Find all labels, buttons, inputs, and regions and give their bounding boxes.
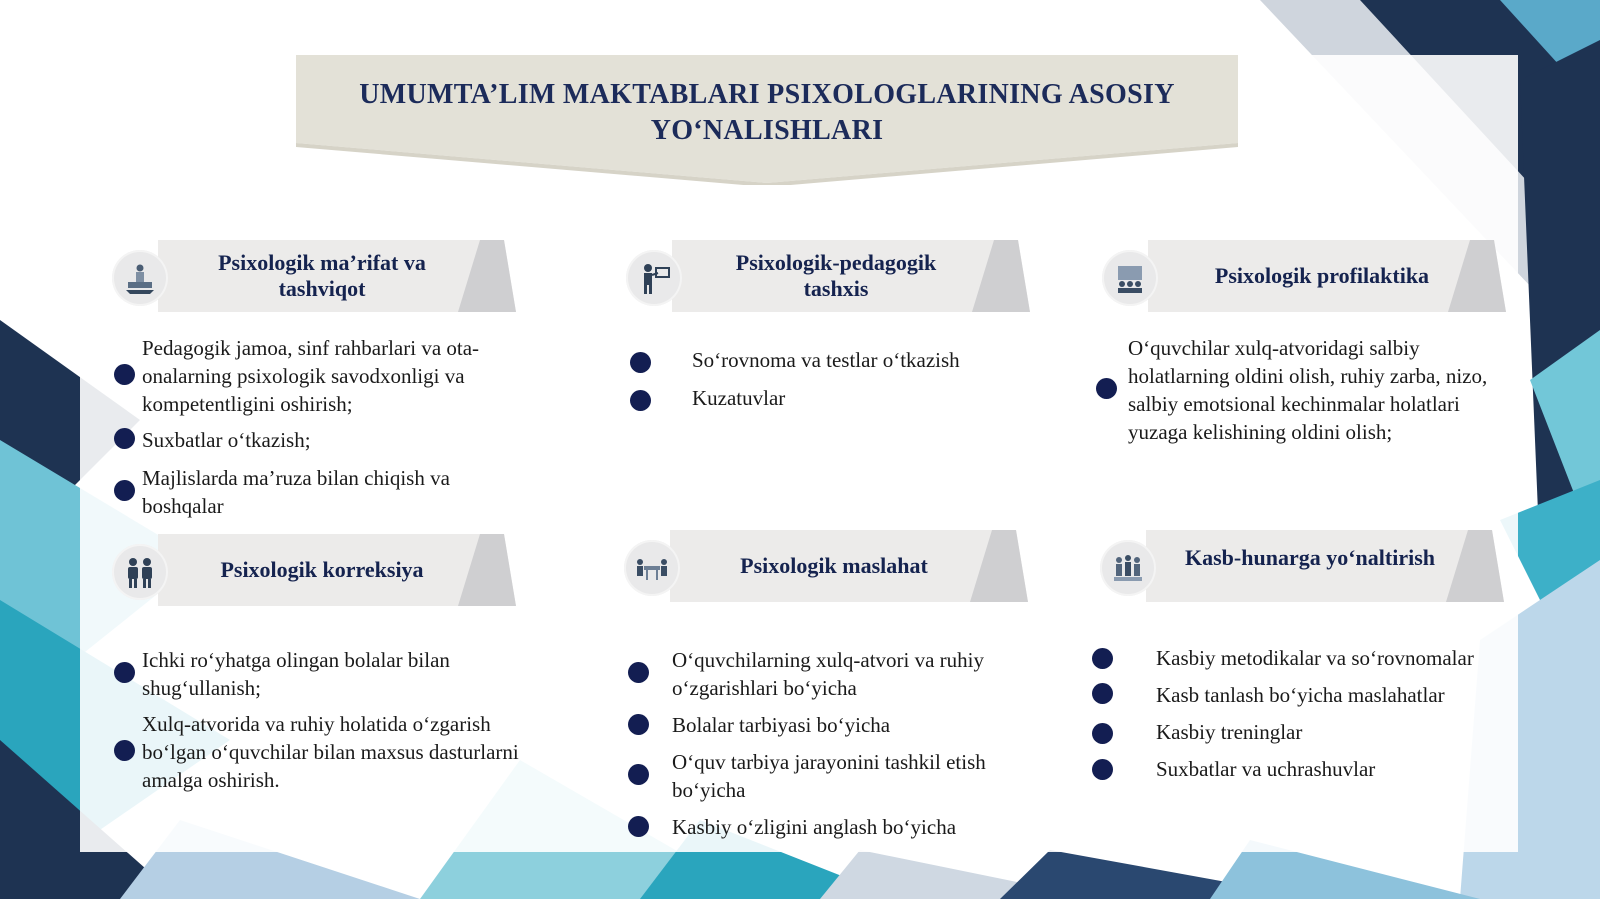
bullet-icon [630, 390, 651, 411]
section-header [626, 236, 1030, 316]
list-item: Kasbiy treninglar [1156, 718, 1536, 746]
list-item: Kasbiy metodikalar va so‘rovnomalar [1156, 644, 1536, 672]
list-item: Ichki ro‘yhatga olingan bolalar bilan shug‘ullanish; [142, 646, 542, 702]
section-title: Psixologik ma’rifat va tashviqot [218, 250, 426, 301]
bullet-icon [628, 764, 649, 785]
page-title: UMUMTA’LIM MAKTABLARI PSIXOLOGLARINING ASOSIY YO‘NALISHLARI [359, 79, 1175, 146]
list-item: So‘rovnoma va testlar o‘tkazish [692, 346, 1052, 374]
bullet-icon [1096, 378, 1117, 399]
bullet-icon [114, 428, 135, 449]
section-title: Kasb-hunarga yo‘naltirish [1185, 545, 1435, 570]
bullet-icon [114, 364, 135, 385]
consultation-table-icon [624, 540, 680, 596]
bullet-icon [628, 662, 649, 683]
bullet-icon [628, 714, 649, 735]
section-title: Psixologik korreksiya [220, 557, 424, 582]
presentation-podium-icon [112, 250, 168, 306]
list-item: O‘quvchilarning xulq-atvori va ruhiy o‘zgarishlari bo‘yicha [672, 646, 1052, 702]
list-item: Pedagogik jamoa, sinf rahbarlari va ota-onalarning psixologik savodxonligi va kompetentligini oshirish; [142, 334, 532, 416]
section-header [624, 526, 1028, 606]
bullet-icon [1092, 683, 1113, 704]
section-header [112, 236, 516, 316]
list-item: Xulq-atvorida va ruhiy holatida o‘zgarish bo‘lgan o‘quvchilar bilan maxsus dasturlarni amalga oshirish. [142, 710, 542, 794]
list-item: Majlislarda ma’ruza bilan chiqish va boshqalar [142, 464, 532, 520]
section-items [1156, 644, 1536, 783]
bullet-icon [114, 480, 135, 501]
section-header [1102, 236, 1506, 316]
bullet-icon [1092, 723, 1113, 744]
bullet-icon [1092, 759, 1113, 780]
section-title: Psixologik maslahat [740, 553, 928, 578]
section-items [692, 346, 1052, 412]
list-item: Suxbatlar va uchrashuvlar [1156, 755, 1536, 783]
list-item: O‘quv tarbiya jarayonini tashkil etish bo‘yicha [672, 748, 1052, 804]
bullet-icon [628, 816, 649, 837]
teacher-board-icon [626, 250, 682, 306]
list-item: Kasb tanlash bo‘yicha maslahatlar [1156, 681, 1536, 709]
list-item: O‘quvchilar xulq-atvoridagi salbiy holatlarning oldini olish, ruhiy zarba, nizo, salbiy emotsional kechinmalar holatlari yuzaga kelishining oldini olish; [1128, 334, 1508, 446]
section-title: Psixologik profilaktika [1214, 263, 1430, 288]
section-items [142, 334, 532, 520]
list-item: Suxbatlar o‘tkazish; [142, 426, 532, 454]
bullet-icon [1092, 648, 1113, 669]
section-items [142, 646, 542, 794]
bullet-icon [114, 740, 135, 761]
list-item: Bolalar tarbiyasi bo‘yicha [672, 711, 1052, 739]
bullet-icon [630, 352, 651, 373]
section-items [1128, 334, 1508, 446]
section-header [1100, 526, 1504, 606]
bullet-icon [114, 662, 135, 683]
section-title: Psixologik-pedagogik tashxis [735, 250, 937, 301]
section-header [112, 530, 516, 610]
group-meeting-icon [1102, 250, 1158, 306]
list-item: Kuzatuvlar [692, 384, 1052, 412]
list-item: Kasbiy o‘zligini anglash bo‘yicha [672, 813, 1052, 841]
title-banner [296, 55, 1238, 185]
section-items [672, 646, 1052, 841]
team-group-icon [1100, 540, 1156, 596]
two-people-icon [112, 544, 168, 600]
